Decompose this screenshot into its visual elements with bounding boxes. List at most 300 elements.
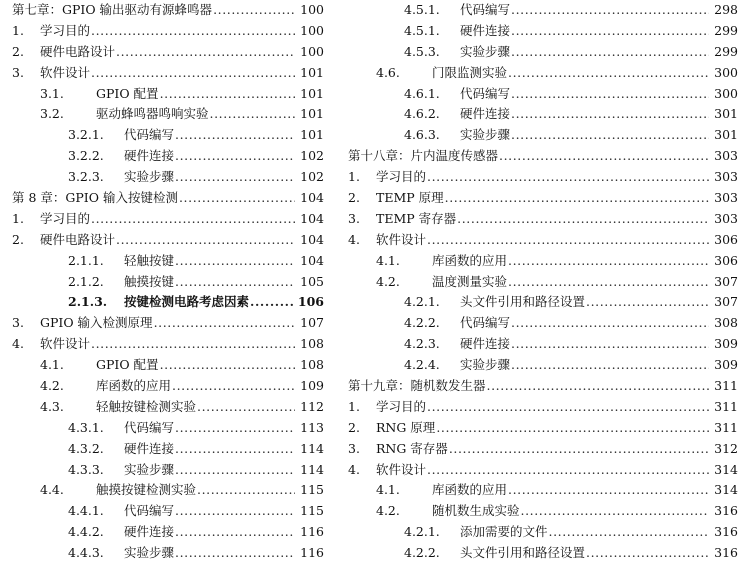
toc-entry-title-line bbox=[432, 251, 710, 272]
toc-entry[interactable] bbox=[12, 63, 324, 84]
toc-entry-title-line bbox=[460, 0, 710, 21]
toc-entry-title-line bbox=[40, 209, 296, 230]
toc-entry-number: 4.6.2. bbox=[404, 106, 440, 122]
toc-entry-title-line bbox=[124, 125, 296, 146]
toc-entry[interactable] bbox=[12, 84, 324, 105]
toc-entry-page-number: 303 bbox=[714, 190, 738, 206]
dot-leader bbox=[549, 522, 709, 543]
toc-entry[interactable] bbox=[12, 188, 324, 209]
toc-entry[interactable] bbox=[12, 376, 324, 397]
toc-entry-title-line bbox=[96, 397, 296, 418]
toc-entry-title: 轻触按键检测实验 bbox=[96, 398, 197, 414]
toc-entry[interactable] bbox=[348, 104, 738, 125]
toc-entry-title: GPIO 配置 bbox=[96, 85, 159, 101]
toc-entry-title-line bbox=[460, 522, 710, 543]
toc-entry-number: 2.1.3. bbox=[68, 294, 108, 310]
dot-leader bbox=[427, 397, 709, 418]
toc-entry-title-line bbox=[348, 146, 710, 167]
toc-entry[interactable] bbox=[348, 334, 738, 355]
toc-entry-number: 3.2.3. bbox=[68, 169, 104, 185]
toc-entry-page-number: 114 bbox=[300, 461, 324, 477]
toc-entry-title-line bbox=[40, 21, 296, 42]
toc-entry-page-number: 314 bbox=[714, 482, 738, 498]
toc-entry-page-number: 100 bbox=[300, 22, 324, 38]
toc-entry-number: 4. bbox=[348, 461, 360, 477]
toc-entry-title-line bbox=[432, 63, 710, 84]
toc-entry-number: 2. bbox=[348, 419, 360, 435]
toc-entry[interactable] bbox=[348, 397, 738, 418]
toc-entry-title-line bbox=[124, 460, 296, 481]
toc-entry-page-number: 298 bbox=[714, 2, 738, 17]
toc-entry-title: 头文件引用和路径设置 bbox=[460, 294, 586, 310]
toc-entry-title-line bbox=[124, 522, 296, 543]
toc-entry-title: 随机数生成实验 bbox=[432, 503, 520, 519]
toc-entry-number: 4. bbox=[12, 336, 24, 352]
toc-entry[interactable] bbox=[12, 439, 324, 460]
toc-entry-page-number: 102 bbox=[300, 148, 324, 164]
toc-entry-number: 4.5.1. bbox=[404, 2, 440, 17]
toc-entry-page-number: 303 bbox=[714, 210, 738, 226]
toc-entry-title-line bbox=[460, 21, 710, 42]
toc-entry-number: 3.2. bbox=[40, 106, 64, 122]
toc-entry-page-number: 114 bbox=[300, 440, 324, 456]
dot-leader bbox=[521, 501, 709, 522]
toc-entry-title: 触摸按键 bbox=[124, 273, 175, 289]
toc-entry-title: 硬件连接 bbox=[124, 524, 175, 540]
toc-entry-page-number: 116 bbox=[300, 545, 324, 561]
toc-entry-title-line bbox=[96, 355, 296, 376]
toc-entry-page-number: 309 bbox=[714, 357, 738, 373]
toc-entry-title: 库函数的应用 bbox=[96, 378, 172, 394]
toc-entry-page-number: 105 bbox=[300, 273, 324, 289]
toc-entry-title-line bbox=[460, 292, 710, 313]
toc-entry-page-number: 100 bbox=[300, 43, 324, 59]
toc-entry-title-line bbox=[432, 501, 710, 522]
toc-entry-number: 4.6.1. bbox=[404, 85, 440, 101]
dot-leader bbox=[172, 376, 295, 397]
toc-entry-number: 2.1.1. bbox=[68, 252, 104, 268]
toc-entry-page-number: 107 bbox=[300, 315, 324, 331]
toc-entry-page-number: 115 bbox=[300, 503, 324, 519]
toc-entry[interactable] bbox=[348, 125, 738, 146]
toc-entry-title: 门限监测实验 bbox=[432, 64, 508, 80]
toc-entry-number: 1. bbox=[348, 398, 360, 414]
toc-entry-title: 代码编写 bbox=[124, 127, 175, 143]
toc-entry-number: 3.2.2. bbox=[68, 148, 104, 164]
dot-leader bbox=[511, 355, 709, 376]
dot-leader bbox=[175, 522, 295, 543]
toc-entry-page-number: 101 bbox=[300, 106, 324, 122]
toc-entry[interactable] bbox=[12, 313, 324, 334]
toc-entry-title: 轻触按键 bbox=[124, 252, 175, 268]
toc-entry-title-line bbox=[12, 0, 296, 21]
toc-entry-page-number: 108 bbox=[300, 357, 324, 373]
dot-leader bbox=[197, 397, 295, 418]
toc-entry[interactable] bbox=[12, 272, 324, 293]
toc-entry-title-line bbox=[96, 104, 296, 125]
dot-leader bbox=[175, 418, 295, 439]
dot-leader bbox=[508, 63, 709, 84]
toc-entry[interactable] bbox=[348, 376, 738, 397]
toc-entry[interactable] bbox=[348, 21, 738, 42]
dot-leader bbox=[511, 334, 709, 355]
toc-entry-number: 4.2.1. bbox=[404, 294, 440, 310]
toc-entry-title-line bbox=[12, 188, 296, 209]
toc-left-column bbox=[12, 0, 324, 564]
toc-entry[interactable] bbox=[12, 334, 324, 355]
toc-entry-page-number: 307 bbox=[714, 294, 738, 310]
toc-entry-number: 4.2. bbox=[376, 273, 400, 289]
dot-leader bbox=[175, 146, 295, 167]
toc-entry-number: 4.2.1. bbox=[404, 524, 440, 540]
toc-entry[interactable] bbox=[348, 84, 738, 105]
dot-leader bbox=[160, 355, 295, 376]
toc-entry-page-number: 101 bbox=[300, 127, 324, 143]
dot-leader bbox=[511, 313, 709, 334]
toc-entry-title: 代码编写 bbox=[460, 2, 511, 17]
toc-entry[interactable] bbox=[12, 125, 324, 146]
toc-entry-number: 4.4. bbox=[40, 482, 64, 498]
toc-entry[interactable] bbox=[348, 439, 738, 460]
toc-entry-page-number: 115 bbox=[300, 482, 324, 498]
toc-entry-number: 4.2.4. bbox=[404, 357, 440, 373]
dot-leader bbox=[175, 460, 295, 481]
toc-entry[interactable] bbox=[12, 21, 324, 42]
toc-entry-title-line bbox=[460, 313, 710, 334]
toc-entry[interactable] bbox=[348, 480, 738, 501]
toc-entry-page-number: 101 bbox=[300, 85, 324, 101]
toc-entry-number: 4.6. bbox=[376, 64, 400, 80]
toc-entry[interactable] bbox=[12, 230, 324, 251]
toc-entry[interactable] bbox=[348, 167, 738, 188]
dot-leader bbox=[508, 272, 709, 293]
toc-entry-number: 1. bbox=[12, 22, 24, 38]
toc-entry-number: 2. bbox=[12, 43, 24, 59]
toc-entry-number: 4.2. bbox=[376, 503, 400, 519]
toc-entry-page-number: 109 bbox=[300, 378, 324, 394]
toc-entry-number: 2. bbox=[12, 231, 24, 247]
toc-entry-page-number: 104 bbox=[300, 210, 324, 226]
dot-leader bbox=[116, 230, 295, 251]
toc-entry-page-number: 104 bbox=[300, 252, 324, 268]
toc-entry-title-line bbox=[124, 272, 296, 293]
toc-entry-title-line bbox=[40, 313, 296, 334]
dot-leader bbox=[586, 292, 709, 313]
toc-entry-page-number: 309 bbox=[714, 336, 738, 352]
toc-entry-title: 实验步骤 bbox=[124, 461, 175, 477]
dot-leader bbox=[250, 292, 295, 313]
dot-leader bbox=[511, 0, 709, 21]
toc-entry[interactable] bbox=[348, 522, 738, 543]
toc-entry-title: 代码编写 bbox=[460, 315, 511, 331]
toc-entry-title: 第七章：GPIO 输出驱动有源蜂鸣器 bbox=[12, 2, 213, 17]
toc-entry-title: 添加需要的文件 bbox=[460, 524, 548, 540]
dot-leader bbox=[175, 501, 295, 522]
toc-entry[interactable] bbox=[12, 522, 324, 543]
toc-entry-title-line bbox=[124, 167, 296, 188]
toc-entry-title-line bbox=[376, 188, 710, 209]
dot-leader bbox=[457, 209, 709, 230]
toc-entry-title-line bbox=[376, 397, 710, 418]
toc-entry-title: 实验步骤 bbox=[124, 169, 175, 185]
toc-entry-title: 第十九章：随机数发生器 bbox=[348, 378, 486, 394]
toc-entry-title-line bbox=[124, 146, 296, 167]
toc-entry[interactable] bbox=[12, 355, 324, 376]
toc-entry[interactable] bbox=[12, 418, 324, 439]
toc-entry-title-line bbox=[376, 167, 710, 188]
toc-entry-title-line bbox=[124, 251, 296, 272]
dot-leader bbox=[91, 21, 295, 42]
dot-leader bbox=[511, 42, 709, 63]
toc-entry-title-line bbox=[460, 42, 710, 63]
toc-entry-title-line bbox=[376, 460, 710, 481]
toc-entry-number: 4.2.3. bbox=[404, 336, 440, 352]
toc-entry-page-number: 300 bbox=[714, 64, 738, 80]
toc-entry-title: 硬件连接 bbox=[460, 106, 511, 122]
toc-entry-title: 硬件连接 bbox=[460, 22, 511, 38]
dot-leader bbox=[487, 376, 709, 397]
toc-entry-page-number: 303 bbox=[714, 169, 738, 185]
toc-entry[interactable] bbox=[348, 272, 738, 293]
toc-entry-number: 3. bbox=[348, 440, 360, 456]
toc-entry-title: 硬件连接 bbox=[124, 440, 175, 456]
toc-entry-page-number: 306 bbox=[714, 231, 738, 247]
toc-entry-number: 2.1.2. bbox=[68, 273, 104, 289]
toc-entry-title-line bbox=[376, 418, 710, 439]
dot-leader bbox=[175, 251, 295, 272]
toc-entry[interactable] bbox=[348, 146, 738, 167]
toc-entry-title: 触摸按键检测实验 bbox=[96, 482, 197, 498]
toc-entry-page-number: 307 bbox=[714, 273, 738, 289]
toc-entry-page-number: 299 bbox=[714, 43, 738, 59]
toc-entry-page-number: 108 bbox=[300, 336, 324, 352]
toc-entry-title-line bbox=[432, 480, 710, 501]
toc-entry-page-number: 311 bbox=[714, 419, 738, 435]
dot-leader bbox=[175, 272, 295, 293]
toc-entry[interactable] bbox=[12, 209, 324, 230]
toc-entry-number: 4.3.2. bbox=[68, 440, 104, 456]
dot-leader bbox=[427, 167, 709, 188]
toc-entry-title: 软件设计 bbox=[40, 336, 91, 352]
toc-entry-page-number: 301 bbox=[714, 127, 738, 143]
toc-entry[interactable] bbox=[12, 460, 324, 481]
toc-entry-title-line bbox=[40, 334, 296, 355]
dot-leader bbox=[445, 188, 709, 209]
toc-entry-title-line bbox=[376, 439, 710, 460]
dot-leader bbox=[175, 167, 295, 188]
toc-entry-title-line bbox=[124, 439, 296, 460]
toc-entry-title: 硬件电路设计 bbox=[40, 231, 116, 247]
dot-leader bbox=[427, 230, 709, 251]
toc-entry-title: 温度测量实验 bbox=[432, 273, 508, 289]
toc-entry[interactable] bbox=[348, 313, 738, 334]
toc-entry-number: 4.3.3. bbox=[68, 461, 104, 477]
toc-entry-title: 代码编写 bbox=[460, 85, 511, 101]
toc-entry[interactable] bbox=[348, 63, 738, 84]
toc-entry-title: 学习目的 bbox=[40, 210, 91, 226]
toc-entry-page-number: 303 bbox=[714, 148, 738, 164]
toc-entry-number: 4.6.3. bbox=[404, 127, 440, 143]
dot-leader bbox=[91, 63, 295, 84]
dot-leader bbox=[116, 42, 295, 63]
toc-entry[interactable] bbox=[348, 292, 738, 313]
toc-entry-title: GPIO 配置 bbox=[96, 357, 159, 373]
toc-entry[interactable] bbox=[12, 397, 324, 418]
toc-entry-title: 硬件连接 bbox=[460, 336, 511, 352]
toc-entry-page-number: 301 bbox=[714, 106, 738, 122]
toc-entry-title: 硬件连接 bbox=[124, 148, 175, 164]
toc-entry-title-line bbox=[124, 292, 296, 313]
dot-leader bbox=[499, 146, 709, 167]
toc-entry-number: 1. bbox=[348, 169, 360, 185]
toc-entry-title: 学习目的 bbox=[376, 169, 427, 185]
toc-entry-page-number: 299 bbox=[714, 22, 738, 38]
toc-entry-page-number: 300 bbox=[714, 85, 738, 101]
toc-entry-title: RNG 原理 bbox=[376, 419, 436, 435]
dot-leader bbox=[511, 125, 709, 146]
toc-entry[interactable] bbox=[348, 188, 738, 209]
toc-entry-page-number: 112 bbox=[300, 398, 324, 414]
dot-leader bbox=[449, 439, 709, 460]
toc-entry-number: 4.4.2. bbox=[68, 524, 104, 540]
toc-entry-title: 硬件电路设计 bbox=[40, 43, 116, 59]
toc-entry-title: TEMP 原理 bbox=[376, 190, 444, 206]
toc-entry[interactable] bbox=[12, 146, 324, 167]
toc-entry-number: 3.1. bbox=[40, 85, 64, 101]
toc-entry-number: 4.1. bbox=[376, 482, 400, 498]
toc-entry[interactable] bbox=[348, 209, 738, 230]
toc-entry-title-line bbox=[460, 84, 710, 105]
toc-entry-title-line bbox=[124, 501, 296, 522]
toc-entry-number: 4.4.1. bbox=[68, 503, 104, 519]
dot-leader bbox=[91, 209, 295, 230]
dot-leader bbox=[508, 251, 709, 272]
toc-entry-title: 实验步骤 bbox=[460, 127, 511, 143]
toc-entry[interactable] bbox=[348, 355, 738, 376]
dot-leader bbox=[91, 334, 295, 355]
toc-entry-number: 3. bbox=[348, 210, 360, 226]
dot-leader bbox=[210, 104, 295, 125]
toc-entry-page-number: 101 bbox=[300, 64, 324, 80]
toc-entry[interactable] bbox=[12, 480, 324, 501]
toc-entry[interactable] bbox=[348, 418, 738, 439]
toc-entry-number: 4.2.2. bbox=[404, 545, 440, 561]
toc-entry-title-line bbox=[376, 209, 710, 230]
toc-entry-title: 驱动蜂鸣器鸣响实验 bbox=[96, 106, 209, 122]
toc-entry-title: 实验步骤 bbox=[460, 357, 511, 373]
toc-entry-number: 2. bbox=[348, 190, 360, 206]
toc-entry-number: 4. bbox=[348, 231, 360, 247]
toc-entry-title-line bbox=[460, 125, 710, 146]
toc-entry-page-number: 308 bbox=[714, 315, 738, 331]
toc-entry[interactable] bbox=[348, 501, 738, 522]
toc-entry-title-line bbox=[460, 355, 710, 376]
dot-leader bbox=[427, 460, 709, 481]
toc-entry-number: 4.4.3. bbox=[68, 545, 104, 561]
toc-entry[interactable] bbox=[12, 251, 324, 272]
toc-entry[interactable] bbox=[348, 460, 738, 481]
toc-entry-page-number: 312 bbox=[714, 440, 738, 456]
toc-entry-number: 4.2. bbox=[40, 378, 64, 394]
dot-leader bbox=[197, 480, 295, 501]
toc-entry-title-line bbox=[460, 334, 710, 355]
toc-entry[interactable] bbox=[12, 104, 324, 125]
toc-entry-page-number: 316 bbox=[714, 524, 738, 540]
toc-entry[interactable] bbox=[348, 0, 738, 21]
toc-entry-page-number: 314 bbox=[714, 461, 738, 477]
toc-entry-number: 4.2.2. bbox=[404, 315, 440, 331]
toc-entry[interactable] bbox=[12, 167, 324, 188]
toc-entry[interactable] bbox=[348, 251, 738, 272]
toc-entry[interactable] bbox=[12, 0, 324, 21]
toc-entry-title: 软件设计 bbox=[376, 231, 427, 247]
toc-entry-number: 1. bbox=[12, 210, 24, 226]
toc-entry-title: 软件设计 bbox=[376, 461, 427, 477]
toc-entry-title-line bbox=[40, 42, 296, 63]
toc-entry-title-line bbox=[40, 63, 296, 84]
toc-entry-page-number: 104 bbox=[300, 190, 324, 206]
toc-entry-title: 学习目的 bbox=[376, 398, 427, 414]
dot-leader bbox=[213, 0, 295, 21]
toc-entry-title: 代码编写 bbox=[124, 503, 175, 519]
toc-entry-page-number: 106 bbox=[297, 294, 324, 310]
toc-entry-title: 库函数的应用 bbox=[432, 482, 508, 498]
toc-entry-title-line bbox=[96, 84, 296, 105]
toc-entry-title: 软件设计 bbox=[40, 64, 91, 80]
toc-entry-page-number: 311 bbox=[714, 398, 738, 414]
toc-entry-title-line bbox=[348, 376, 710, 397]
toc-entry-title-line bbox=[96, 376, 296, 397]
toc-entry-number: 3.2.1. bbox=[68, 127, 104, 143]
toc-entry[interactable] bbox=[12, 292, 324, 313]
toc-entry-page-number: 311 bbox=[714, 378, 738, 394]
toc-entry[interactable] bbox=[12, 501, 324, 522]
toc-entry-number: 4.3.1. bbox=[68, 419, 104, 435]
toc-entry-title-line bbox=[376, 230, 710, 251]
toc-entry-number: 4.3. bbox=[40, 398, 64, 414]
toc-entry-page-number: 104 bbox=[300, 231, 324, 247]
toc-entry-number: 3. bbox=[12, 64, 24, 80]
dot-leader bbox=[160, 84, 295, 105]
toc-entry-title: 实验步骤 bbox=[124, 545, 175, 561]
toc-entry[interactable] bbox=[12, 42, 324, 63]
toc-entry-title: 按键检测电路考虑因素 bbox=[124, 294, 250, 310]
toc-entry-page-number: 113 bbox=[300, 419, 324, 435]
toc-entry-title-line bbox=[432, 272, 710, 293]
toc-entry[interactable] bbox=[348, 42, 738, 63]
toc-entry-page-number: 102 bbox=[300, 169, 324, 185]
toc-entry-title: 代码编写 bbox=[124, 419, 175, 435]
toc-entry-title: TEMP 寄存器 bbox=[376, 210, 457, 226]
toc-entry[interactable] bbox=[348, 230, 738, 251]
toc-entry-page-number: 100 bbox=[300, 2, 324, 17]
toc-entry-title-line bbox=[96, 480, 296, 501]
toc-entry-title: 库函数的应用 bbox=[432, 252, 508, 268]
toc-entry-title: 实验步骤 bbox=[460, 43, 511, 59]
toc-entry-title: 头文件引用和路径设置 bbox=[460, 545, 586, 561]
dot-leader bbox=[511, 21, 709, 42]
dot-leader bbox=[436, 418, 709, 439]
toc-entry-title: GPIO 输入检测原理 bbox=[40, 315, 153, 331]
toc-entry-page-number: 316 bbox=[714, 503, 738, 519]
dot-leader bbox=[179, 188, 295, 209]
dot-leader bbox=[508, 480, 709, 501]
toc-entry-title: 第 8 章：GPIO 输入按键检测 bbox=[12, 190, 178, 206]
toc-entry-number: 4.1. bbox=[40, 357, 64, 373]
toc-entry-page-number: 306 bbox=[714, 252, 738, 268]
toc-right-column bbox=[348, 0, 738, 564]
toc-entry-page-number: 116 bbox=[300, 524, 324, 540]
